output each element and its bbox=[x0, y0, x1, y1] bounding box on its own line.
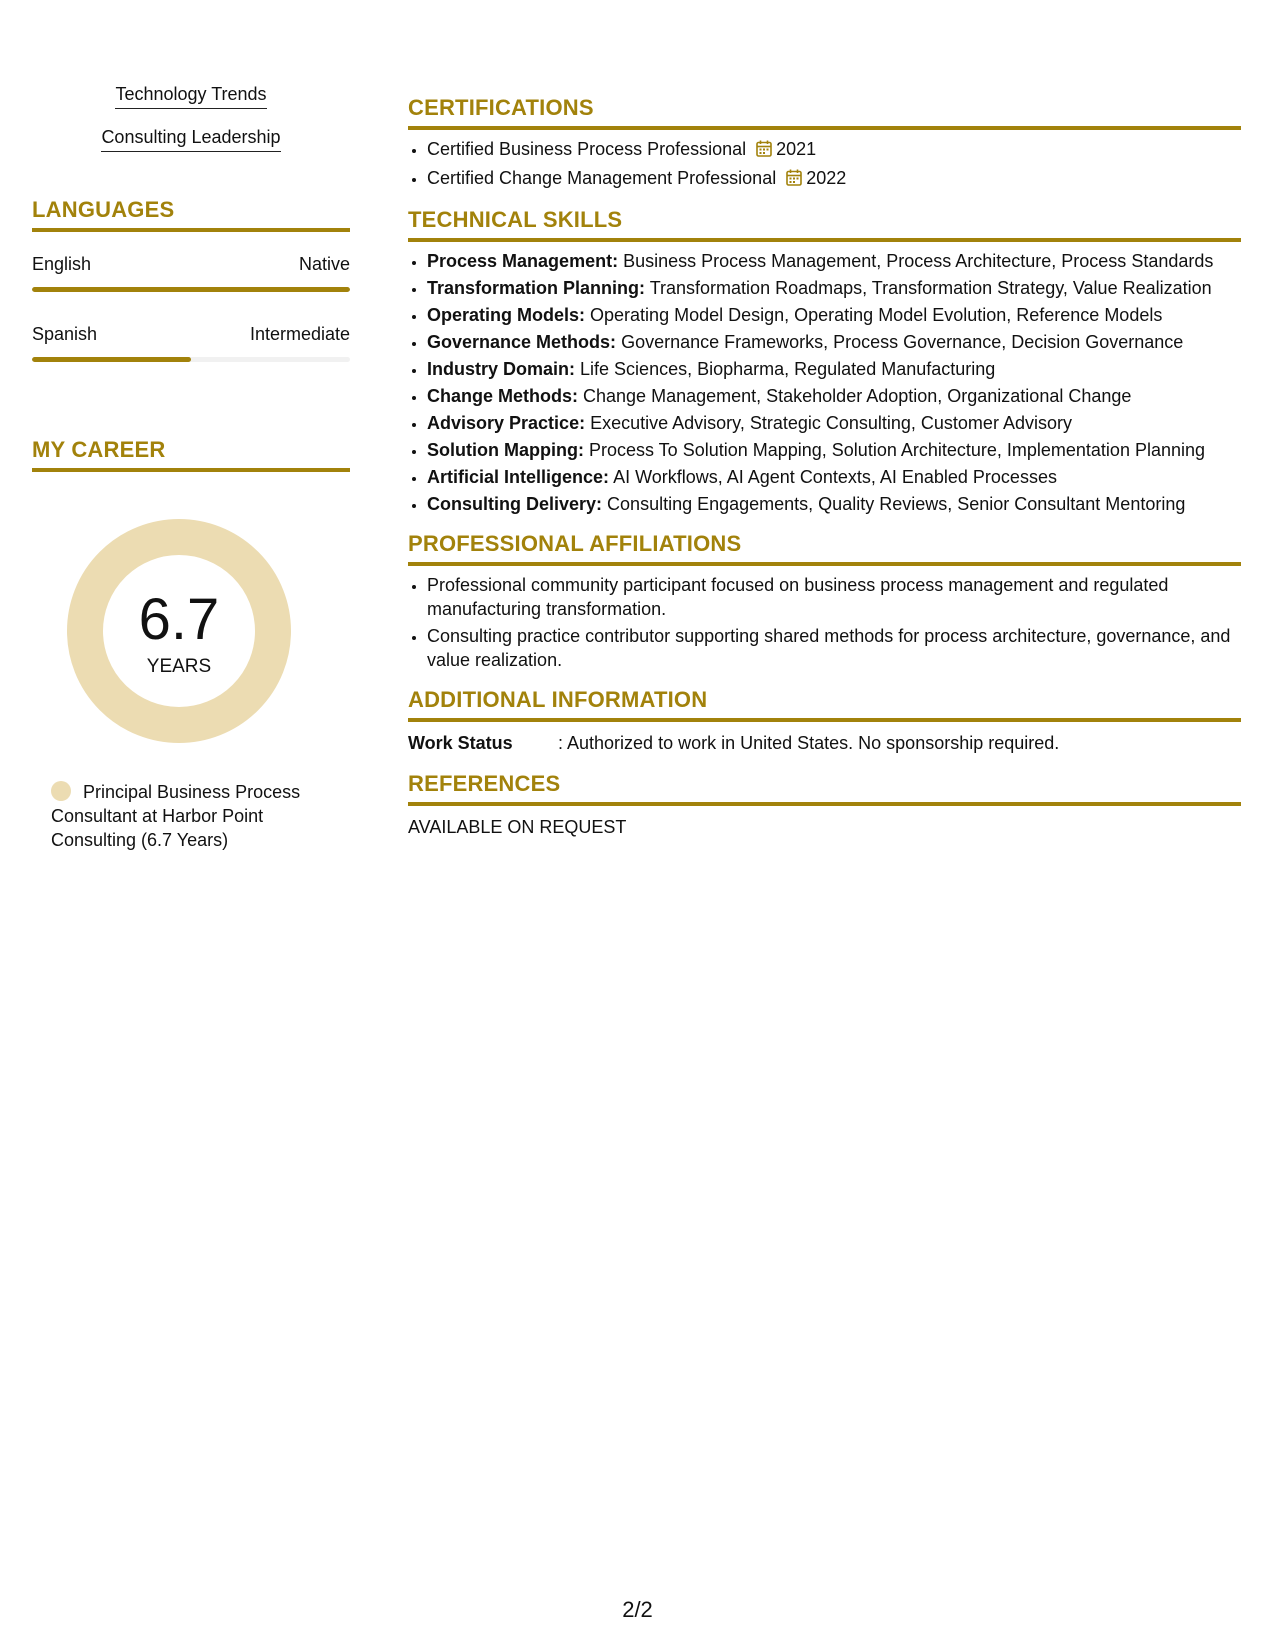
certification-item bbox=[427, 136, 1241, 165]
section-title-technical-skills: TECHNICAL SKILLS bbox=[408, 206, 1241, 242]
section-title-languages: LANGUAGES bbox=[32, 196, 350, 232]
skill-value: Operating Model Design, Operating Model Evolution, Reference Models bbox=[590, 305, 1163, 325]
career-years-donut bbox=[66, 518, 292, 744]
language-proficiency-fill bbox=[32, 357, 191, 362]
certifications-section bbox=[408, 94, 1241, 194]
skill-label: Artificial Intelligence: bbox=[427, 467, 610, 487]
skill-label: Change Methods: bbox=[427, 386, 578, 406]
skill-item bbox=[427, 383, 1241, 410]
work-status-label: Work Status bbox=[408, 733, 513, 753]
skill-value: AI Workflows, AI Agent Contexts, AI Enabled Processes bbox=[613, 467, 1057, 487]
page-number: 2/2 bbox=[622, 1597, 653, 1622]
language-item bbox=[32, 252, 350, 292]
certification-name: Certified Business Process Professional bbox=[427, 139, 747, 159]
skill-label: Solution Mapping: bbox=[427, 440, 584, 460]
career-years-label: YEARS bbox=[146, 656, 212, 677]
skill-item bbox=[427, 329, 1241, 356]
interest-label: Consulting Leadership bbox=[101, 125, 280, 152]
interest-item bbox=[32, 125, 350, 152]
additional-info-section bbox=[408, 686, 1241, 756]
skill-label: Process Management: bbox=[427, 251, 619, 271]
language-proficiency-bar bbox=[32, 357, 350, 362]
language-name: Spanish bbox=[32, 324, 98, 344]
skill-item bbox=[427, 275, 1241, 302]
skill-label: Advisory Practice: bbox=[427, 413, 586, 433]
certification-item bbox=[427, 165, 1241, 194]
skill-item bbox=[427, 302, 1241, 329]
certification-year: 2021 bbox=[776, 139, 817, 159]
section-title-career: MY CAREER bbox=[32, 436, 350, 472]
language-proficiency-bar bbox=[32, 287, 350, 292]
skill-value: Executive Advisory, Strategic Consulting, Customer Advisory bbox=[590, 413, 1072, 433]
skill-item bbox=[427, 437, 1241, 464]
technical-skills-section bbox=[408, 206, 1241, 518]
skill-item bbox=[427, 248, 1241, 275]
technical-skills-list bbox=[408, 248, 1241, 518]
skill-value: Life Sciences, Biopharma, Regulated Manufacturing bbox=[580, 359, 996, 379]
language-level: Intermediate bbox=[249, 324, 350, 344]
skill-label: Operating Models: bbox=[427, 305, 586, 325]
certification-name: Certified Change Management Professional bbox=[427, 168, 777, 188]
skill-value: Consulting Engagements, Quality Reviews, Senior Consultant Mentoring bbox=[607, 494, 1186, 514]
affiliation-item: • Consulting practice contributor supporting shared methods for process architecture, governance, and value realization. bbox=[427, 624, 1241, 672]
career-years-value: 6.7 bbox=[138, 587, 220, 652]
skill-value: Business Process Management, Process Architecture, Process Standards bbox=[623, 251, 1214, 271]
language-item bbox=[32, 322, 350, 362]
left-column bbox=[32, 82, 350, 852]
work-status-value: : Authorized to work in United States. No sponsorship required. bbox=[558, 733, 1060, 753]
language-proficiency-fill bbox=[32, 287, 350, 292]
section-title-certifications: CERTIFICATIONS bbox=[408, 94, 1241, 130]
work-status-row bbox=[408, 730, 1241, 756]
affiliation-item: • Professional community participant focused on business process management and regulated manufacturing transformation. bbox=[427, 573, 1241, 621]
affiliations-list bbox=[408, 573, 1241, 672]
language-name: English bbox=[32, 254, 92, 274]
section-title-affiliations: PROFESSIONAL AFFILIATIONS bbox=[408, 530, 1241, 566]
language-level: Native bbox=[298, 254, 350, 274]
right-column bbox=[408, 94, 1241, 840]
certification-year: 2022 bbox=[806, 168, 847, 188]
interest-item bbox=[32, 82, 350, 109]
languages-section bbox=[32, 196, 350, 362]
skill-item bbox=[427, 410, 1241, 437]
career-legend-item bbox=[51, 780, 331, 852]
career-section bbox=[32, 436, 350, 852]
career-legend-text: Principal Business Process Consultant at Harbor Point Consulting (6.7 Years) bbox=[51, 782, 301, 850]
skill-item bbox=[427, 491, 1241, 518]
skill-label: Governance Methods: bbox=[427, 332, 617, 352]
skill-value: Transformation Roadmaps, Transformation Strategy, Value Realization bbox=[649, 278, 1212, 298]
legend-dot bbox=[51, 781, 71, 801]
affiliations-section bbox=[408, 530, 1241, 672]
skill-label: Transformation Planning: bbox=[427, 278, 646, 298]
calendar-icon bbox=[756, 138, 772, 165]
skill-label: Consulting Delivery: bbox=[427, 494, 603, 514]
skill-value: Change Management, Stakeholder Adoption, Organizational Change bbox=[583, 386, 1132, 406]
references-text: AVAILABLE ON REQUEST bbox=[408, 817, 627, 837]
skill-item bbox=[427, 356, 1241, 383]
interest-label: Technology Trends bbox=[115, 82, 266, 109]
skill-item bbox=[427, 464, 1241, 491]
skill-label: Industry Domain: bbox=[427, 359, 576, 379]
certifications-list bbox=[408, 136, 1241, 194]
references-section bbox=[408, 770, 1241, 840]
section-title-additional-info: ADDITIONAL INFORMATION bbox=[408, 686, 1241, 722]
section-title-references: REFERENCES bbox=[408, 770, 1241, 806]
skill-value: Process To Solution Mapping, Solution Architecture, Implementation Planning bbox=[588, 440, 1206, 460]
calendar-icon bbox=[786, 167, 802, 194]
skill-value: Governance Frameworks, Process Governance, Decision Governance bbox=[621, 332, 1184, 352]
